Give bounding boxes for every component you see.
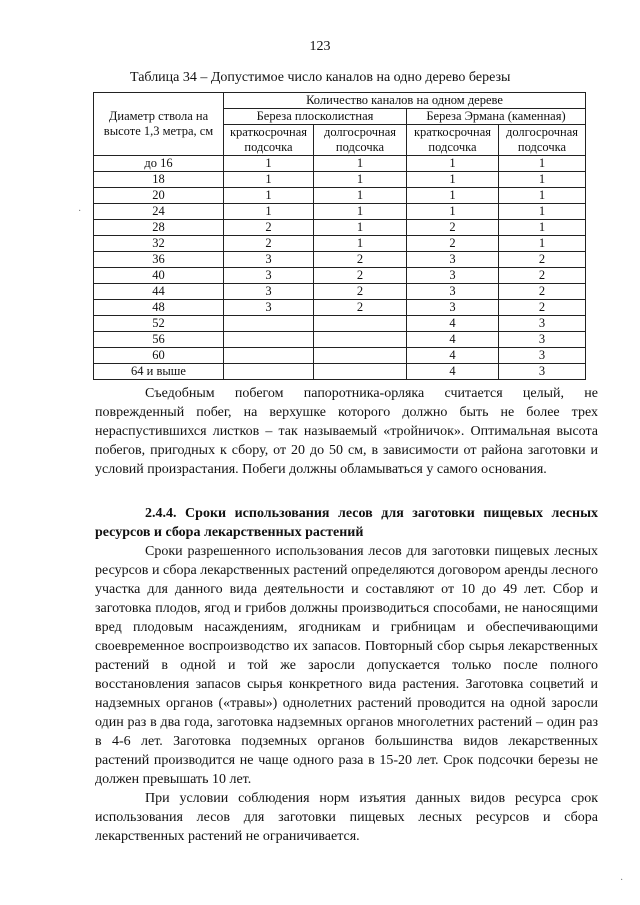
species-header: Береза плосколистная bbox=[224, 109, 407, 125]
section-heading: 2.4.4. Сроки использования лесов для заготовки пищевых лесных ресурсов и сбора лекарственных растений bbox=[95, 506, 598, 540]
channels-cell: 4 bbox=[407, 332, 499, 348]
channels-cell: 3 bbox=[407, 300, 499, 316]
scan-mark: · bbox=[78, 206, 82, 217]
diameter-cell: до 16 bbox=[94, 156, 224, 172]
channels-cell bbox=[314, 364, 407, 380]
channels-table bbox=[93, 92, 586, 380]
page-number: 123 bbox=[309, 39, 331, 54]
channels-cell: 1 bbox=[407, 172, 499, 188]
channels-cell: 1 bbox=[314, 156, 407, 172]
channels-cell: 2 bbox=[224, 236, 314, 252]
channels-cell: 3 bbox=[499, 316, 586, 332]
channels-cell: 1 bbox=[407, 188, 499, 204]
channels-cell: 3 bbox=[407, 268, 499, 284]
channels-cell: 1 bbox=[499, 220, 586, 236]
channels-cell: 2 bbox=[407, 236, 499, 252]
table-row bbox=[94, 156, 586, 172]
channels-cell: 1 bbox=[314, 172, 407, 188]
channels-cell: 1 bbox=[499, 236, 586, 252]
channels-cell: 2 bbox=[314, 284, 407, 300]
channels-cell: 1 bbox=[407, 204, 499, 220]
diameter-cell: 52 bbox=[94, 316, 224, 332]
channels-cell bbox=[224, 316, 314, 332]
channels-cell bbox=[314, 332, 407, 348]
diameter-cell: 32 bbox=[94, 236, 224, 252]
channels-cell: 3 bbox=[499, 364, 586, 380]
channels-cell: 1 bbox=[499, 204, 586, 220]
table-row bbox=[94, 348, 586, 364]
channels-cell: 2 bbox=[499, 284, 586, 300]
diameter-cell: 64 и выше bbox=[94, 364, 224, 380]
channels-cell: 2 bbox=[499, 252, 586, 268]
paragraph-text: При условии соблюдения норм изъятия данных видов ресурса срок использования лесов для заготовки пищевых лесных ресурсов и сбора лекарственных растений не ограничивается. bbox=[95, 791, 598, 844]
channels-cell bbox=[224, 364, 314, 380]
table-caption: Таблица 34 – Допустимое число каналов на одно дерево березы bbox=[130, 70, 511, 85]
channels-cell: 1 bbox=[224, 156, 314, 172]
diameter-cell: 28 bbox=[94, 220, 224, 236]
table-row bbox=[94, 332, 586, 348]
diameter-header: Диаметр ствола на высоте 1,3 метра, см bbox=[94, 93, 224, 156]
diameter-cell: 36 bbox=[94, 252, 224, 268]
channels-cell: 3 bbox=[224, 284, 314, 300]
table-row bbox=[94, 172, 586, 188]
sub-header: долгосрочная подсочка bbox=[314, 125, 407, 156]
channels-cell: 2 bbox=[499, 300, 586, 316]
scan-mark: · bbox=[620, 875, 624, 886]
fern-paragraph bbox=[95, 384, 598, 479]
table-row bbox=[94, 364, 586, 380]
channels-cell: 4 bbox=[407, 364, 499, 380]
channels-cell: 1 bbox=[499, 172, 586, 188]
table-row bbox=[94, 252, 586, 268]
diameter-cell: 56 bbox=[94, 332, 224, 348]
diameter-cell: 18 bbox=[94, 172, 224, 188]
channels-cell: 2 bbox=[314, 252, 407, 268]
channels-cell: 3 bbox=[499, 332, 586, 348]
channels-cell: 1 bbox=[224, 188, 314, 204]
sub-header: краткосрочная подсочка bbox=[224, 125, 314, 156]
table-row bbox=[94, 300, 586, 316]
channels-cell: 2 bbox=[314, 268, 407, 284]
channels-cell: 4 bbox=[407, 316, 499, 332]
channels-cell: 4 bbox=[407, 348, 499, 364]
table-row bbox=[94, 268, 586, 284]
diameter-cell: 60 bbox=[94, 348, 224, 364]
channels-cell: 2 bbox=[407, 220, 499, 236]
paragraph-text: Съедобным побегом папоротника-орляка считается целый, не поврежденный побег, на верхушке которого должно быть не более трех нераспустившихся листков – так называемый «тройничок». Оптимальная высота побегов, пригодных к сбору, от 20 до 50 см, в зависимости от района заготовки и условий произрастания. Побеги должны обламываться у самого основания. bbox=[95, 386, 598, 477]
channels-cell bbox=[314, 348, 407, 364]
channels-cell: 1 bbox=[314, 220, 407, 236]
table-row bbox=[94, 316, 586, 332]
channels-group-header: Количество каналов на одном дереве bbox=[224, 93, 586, 109]
diameter-cell: 48 bbox=[94, 300, 224, 316]
diameter-cell: 24 bbox=[94, 204, 224, 220]
channels-cell: 3 bbox=[499, 348, 586, 364]
channels-cell: 3 bbox=[407, 284, 499, 300]
channels-cell: 3 bbox=[224, 300, 314, 316]
channels-cell: 1 bbox=[314, 204, 407, 220]
channels-cell bbox=[314, 316, 407, 332]
channels-cell: 3 bbox=[407, 252, 499, 268]
table-row bbox=[94, 284, 586, 300]
sub-header: краткосрочная подсочка bbox=[407, 125, 499, 156]
channels-cell: 1 bbox=[314, 236, 407, 252]
table-row bbox=[94, 188, 586, 204]
channels-cell: 1 bbox=[224, 172, 314, 188]
channels-cell: 2 bbox=[314, 300, 407, 316]
channels-cell: 2 bbox=[224, 220, 314, 236]
channels-cell: 1 bbox=[224, 204, 314, 220]
table-row bbox=[94, 204, 586, 220]
terms-paragraphs bbox=[95, 542, 598, 846]
channels-cell bbox=[224, 332, 314, 348]
diameter-cell: 44 bbox=[94, 284, 224, 300]
channels-cell bbox=[224, 348, 314, 364]
sub-header: долгосрочная подсочка bbox=[499, 125, 586, 156]
table-row bbox=[94, 236, 586, 252]
channels-cell: 3 bbox=[224, 252, 314, 268]
channels-cell: 1 bbox=[314, 188, 407, 204]
channels-cell: 3 bbox=[224, 268, 314, 284]
diameter-cell: 20 bbox=[94, 188, 224, 204]
channels-cell: 2 bbox=[499, 268, 586, 284]
channels-cell: 1 bbox=[499, 156, 586, 172]
species-header: Береза Эрмана (каменная) bbox=[407, 109, 586, 125]
table-row bbox=[94, 220, 586, 236]
channels-cell: 1 bbox=[499, 188, 586, 204]
channels-cell: 1 bbox=[407, 156, 499, 172]
paragraph-text: Сроки разрешенного использования лесов для заготовки пищевых лесных ресурсов и сбора лекарственных растений определяются договором аренды лесного участка для данного вида деятельности и составляют от 10 до 49 лет. Сбор и заготовка плодов, ягод и грибов должны производиться способами, не наносящими вред плодовым насаждениям, ягодникам и грибницам и обеспечивающими своевременное воспроизводство их запасов. Повторный сбор сырья лекарственных растений в одной и той же заросли допускается только после полного восстановления запасов сырья конкретного вида растения. Заготовка соцветий и надземных органов («травы») однолетних растений проводится на одной заросли один раз в два года, заготовка надземных органов многолетних растений – один раз в 4-6 лет. Заготовка подземных органов большинства видов лекарственных растений производится не чаще одного раза в 15-20 лет. Срок подсочки березы не должен превышать 10 лет. bbox=[95, 544, 598, 787]
diameter-cell: 40 bbox=[94, 268, 224, 284]
